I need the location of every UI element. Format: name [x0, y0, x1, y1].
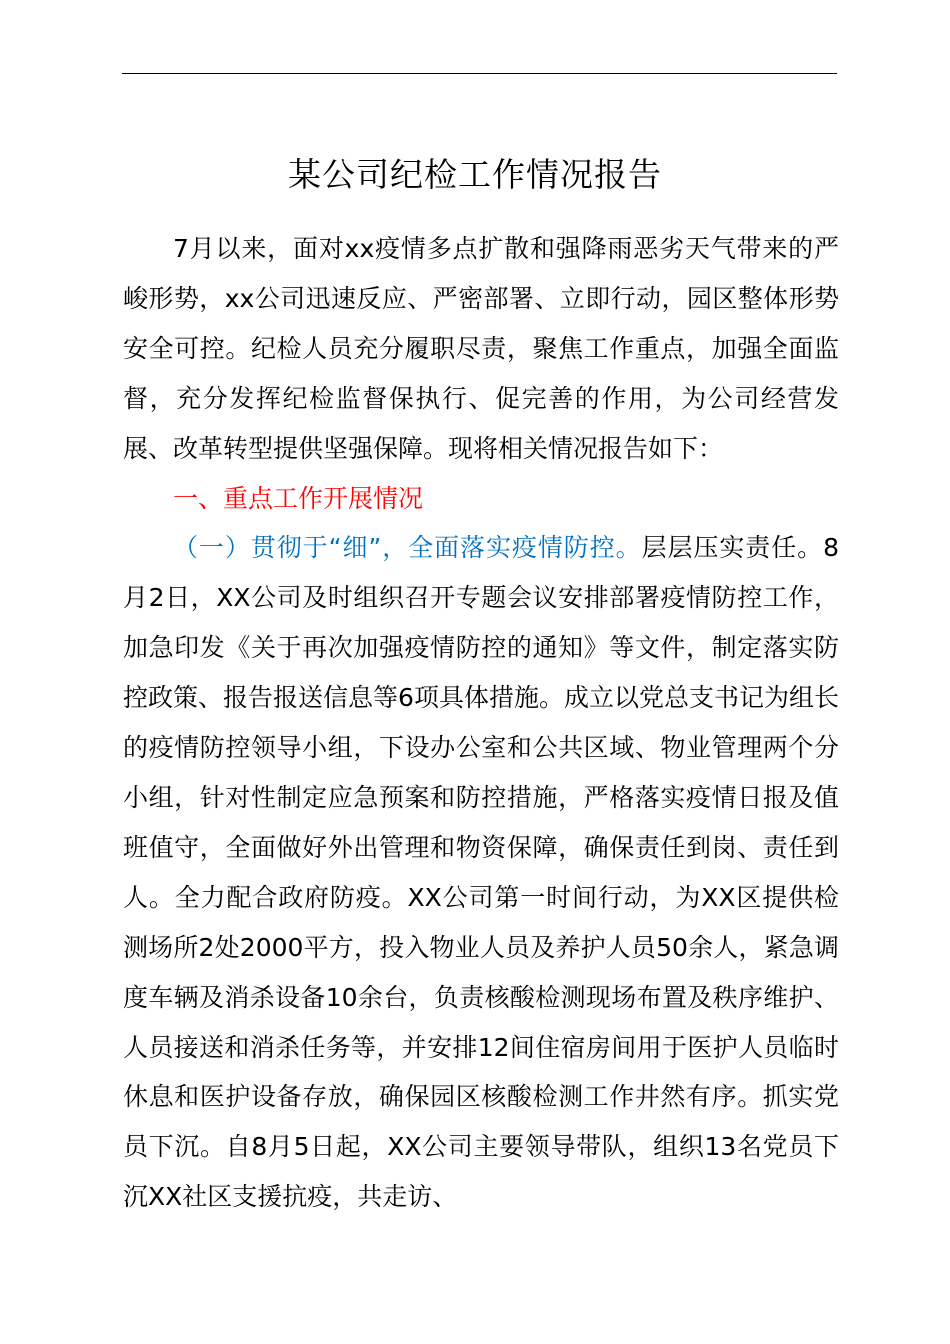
- header-rule: [122, 73, 837, 74]
- document-body: [123, 224, 839, 1222]
- intro-paragraph: 7月以来，面对xx疫情多点扩散和强降雨恶劣天气带来的严峻形势，xx公司迅速反应、严密部署、立即行动，园区整体形势安全可控。纪检人员充分履职尽责，聚焦工作重点，加强全面监督，充分发挥纪检监督保执行、促完善的作用，为公司经营发展、改革转型提供坚强保障。现将相关情况报告如下：: [123, 234, 839, 463]
- subsection-paragraph: [123, 523, 839, 1222]
- subsection-body: 层层压实责任。8月2日，XX公司及时组织召开专题会议安排部署疫情防控工作，加急印发《关于再次加强疫情防控的通知》等文件，制定落实防控政策、报告报送信息等6项具体措施。成立以党总支书记为组长的疫情防控领导小组，下设办公室和公共区域、物业管理两个分小组，针对性制定应急预案和防控措施，严格落实疫情日报及值班值守，全面做好外出管理和物资保障，确保责任到岗、责任到人。全力配合政府防疫。XX公司第一时间行动，为XX区提供检测场所2处2000平方，投入物业人员及养护人员50余人，紧急调度车辆及消杀设备10余台，负责核酸检测现场布置及秩序维护、人员接送和消杀任务等，并安排12间住宿房间用于医护人员临时休息和医护设备存放，确保园区核酸检测工作井然有序。抓实党员下沉。自8月5日起，XX公司主要领导带队，组织13名党员下沉XX社区支援抗疫，共走访、: [123, 533, 839, 1212]
- document-title: 某公司纪检工作情况报告: [288, 155, 662, 194]
- subsection-heading: （一）贯彻于“细”，全面落实疫情防控。: [173, 533, 642, 563]
- section-heading: 一、重点工作开展情况: [173, 483, 424, 513]
